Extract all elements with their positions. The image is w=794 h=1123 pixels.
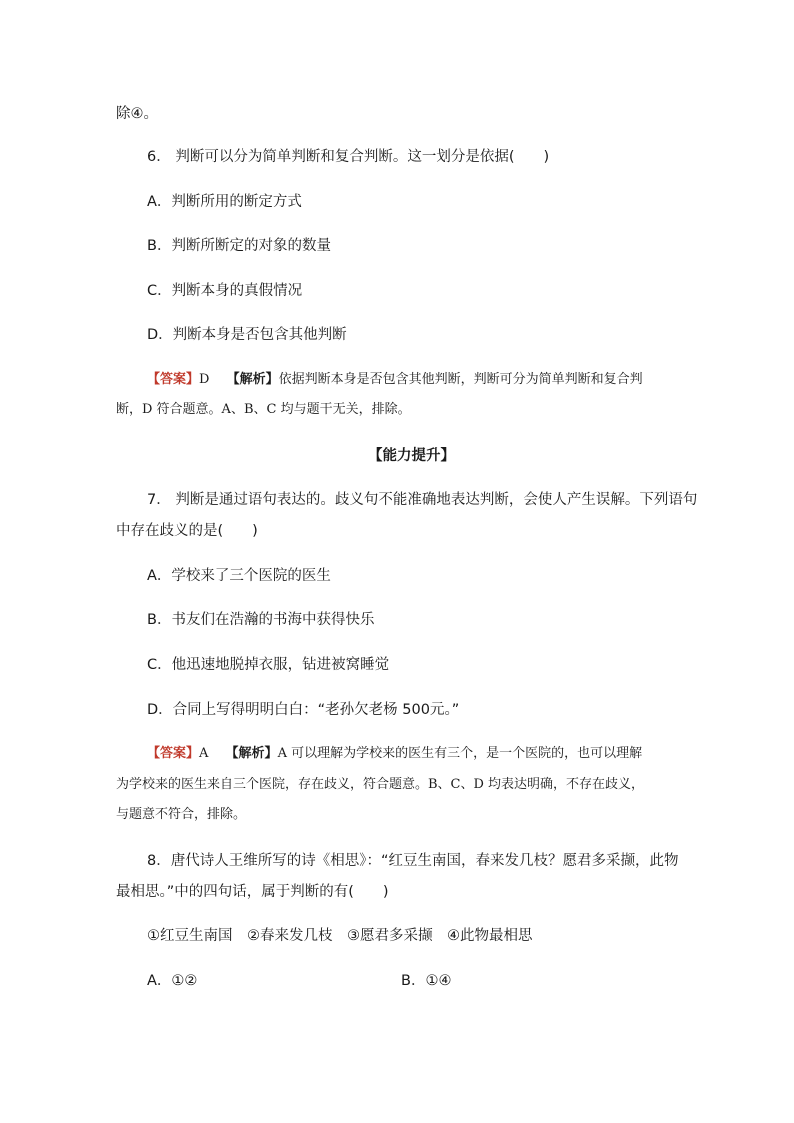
option-b: B．书友们在浩瀚的书海中获得快乐 [147,612,375,628]
option-b: B．①④ [401,973,452,989]
analysis-line-2: 断，D 符合题意。A、B、C 均与题干无关，排除。 [116,402,411,417]
answer-tag: 【答案】 [147,372,200,387]
answer-value: D [199,372,210,387]
top-fragment: 除④。 [116,106,158,122]
analysis-text: 依据判断本身是否包含其他判断，判断可分为简单判断和复合判 [278,372,643,387]
analysis-tag: 【解析】 [225,746,278,761]
question-stem-line-1: 7． 判断是通过语句表达的。歧义句不能准确地表达判断，会使人产生误解。下列语句 [147,492,698,508]
option-c: C．判断本身的真假情况 [147,283,303,299]
analysis-line-2: 为学校来的医生来自三个医院，存在歧义，符合题意。B、C、D 均表达明确，不存在歧义， [116,777,645,792]
analysis-text: A 可以理解为学校来的医生有三个，是一个医院的，也可以理解 [277,746,643,761]
statement-items: ①红豆生南国 ②春来发几枝 ③愿君多采撷 ④此物最相思 [147,928,533,944]
analysis-tag: 【解析】 [226,372,279,387]
answer-line-1 [147,744,642,764]
option-a: A．学校来了三个医院的医生 [147,568,331,584]
question-stem: 6． 判断可以分为简单判断和复合判断。这一划分是依据( ) [147,149,550,165]
answer-tag: 【答案】 [147,746,200,761]
answer-value: A [199,746,209,761]
option-a: A．判断所用的断定方式 [147,194,302,210]
option-b: B．判断所断定的对象的数量 [147,238,331,254]
analysis-line-3: 与题意不符合，排除。 [116,807,247,822]
answer-line-1 [147,370,643,390]
option-c: C．他迅速地脱掉衣服，钻进被窝睡觉 [147,657,390,673]
question-stem-line-2: 最相思。”中的四句话，属于判断的有( ) [116,884,389,900]
question-stem-line-1: 8．唐代诗人王维所写的诗《相思》：“红豆生南国，春来发几枝？愿君多采撷，此物 [147,853,679,869]
section-title: 【能力提升】 [368,448,455,464]
option-d: D．合同上写得明明白白：“老孙欠老杨 500元。” [147,702,460,718]
option-d: D．判断本身是否包含其他判断 [147,327,347,343]
option-a: A．①② [147,973,198,989]
question-stem-line-2: 中存在歧义的是( ) [116,523,258,539]
